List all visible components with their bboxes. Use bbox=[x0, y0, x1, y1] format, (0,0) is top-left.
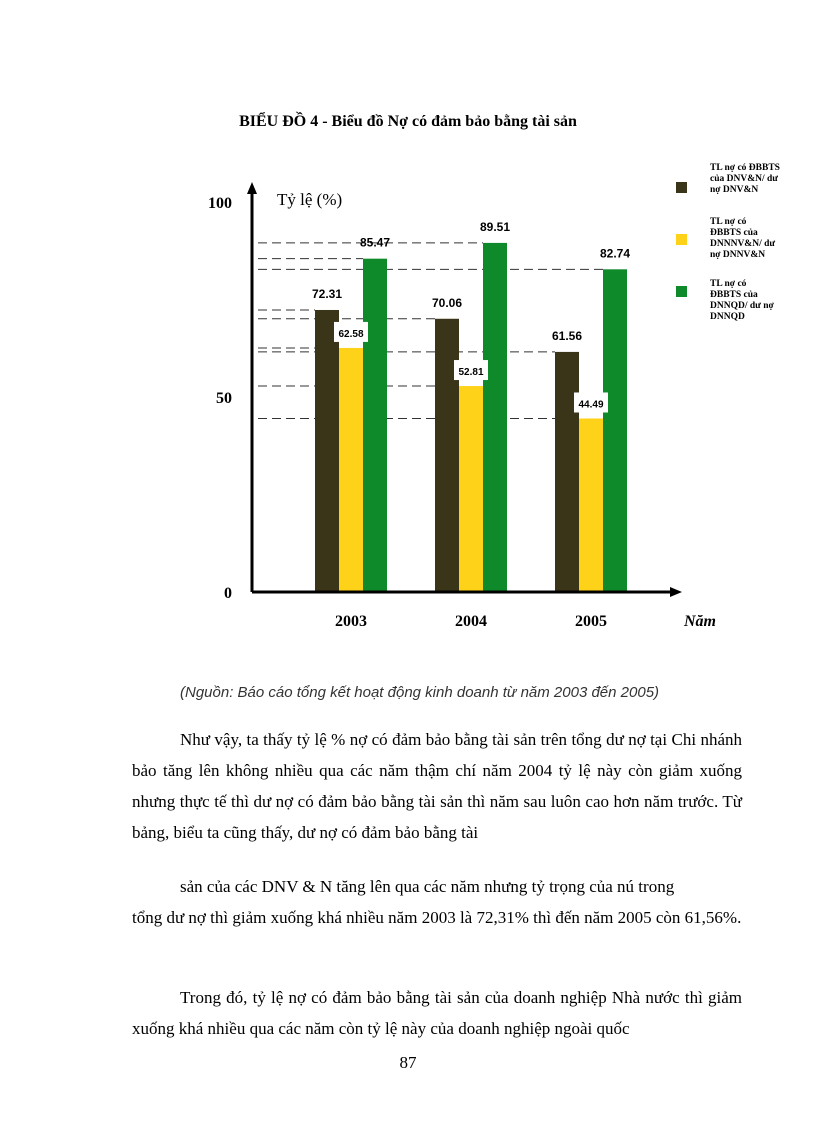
y-tick-label: 0 bbox=[224, 585, 232, 602]
y-tick-label: 50 bbox=[216, 390, 232, 407]
x-tick-label: 2004 bbox=[455, 613, 487, 630]
data-label: 89.51 bbox=[479, 219, 511, 234]
bar-2003-series-3 bbox=[363, 259, 387, 592]
paragraph-1-continued-rest: tổng dư nợ thì giảm xuống khá nhiều năm 2003 là 72,31% thì đến năm 2005 còn 61,56%. bbox=[132, 908, 742, 927]
data-label: 52.81 bbox=[458, 367, 484, 379]
legend-swatch bbox=[676, 234, 687, 245]
legend-swatch bbox=[676, 182, 687, 193]
bar-2004-series-3 bbox=[483, 243, 507, 592]
y-axis-label: Tỷ lệ (%) bbox=[277, 190, 343, 209]
bar-2005-series-3 bbox=[603, 269, 627, 592]
data-label: 44.49 bbox=[578, 399, 604, 411]
data-label: 85.47 bbox=[359, 235, 391, 250]
data-label: 82.74 bbox=[599, 246, 631, 261]
legend-swatch bbox=[676, 286, 687, 297]
paragraph-1-continued-first-line: sản của các DNV & N tăng lên qua các năm nhưng tỷ trọng của nú trong bbox=[180, 877, 675, 896]
data-label: 62.58 bbox=[338, 328, 364, 340]
paragraph-1: Như vậy, ta thấy tỷ lệ % nợ có đảm bảo bằng tài sản trên tổng dư nợ tại Chi nhánh bảo tăng lên không nhiều qua các năm thậm chí năm 2004 tỷ lệ này còn giảm xuống nhưng thực tế thì dư nợ có đảm bảo bằng tài sản thì năm sau luôn cao hơn năm trước. Từ bảng, biểu ta cũng thấy, dư nợ có đảm bảo bằng tài bbox=[132, 730, 742, 842]
chart-title: BIỂU ĐỒ 4 - Biểu đồ Nợ có đảm bảo bằng tài sản bbox=[239, 113, 577, 130]
bar-2003-series-2 bbox=[339, 348, 363, 592]
paragraph-2: Trong đó, tỷ lệ nợ có đảm bảo bằng tài sản của doanh nghiệp Nhà nước thì giảm xuống khá nhiều qua các năm còn tỷ lệ này của doanh nghiệp ngoài quốc bbox=[132, 988, 742, 1038]
y-axis-arrow bbox=[247, 182, 257, 194]
legend-label: TL nợ có ĐBBTS của DNNQD/ dư nợ DNNQD bbox=[710, 279, 774, 322]
source-note: (Nguồn: Báo cáo tổng kết hoạt động kinh doanh từ năm 2003 đến 2005) bbox=[180, 684, 660, 701]
bar-2003-series-1 bbox=[315, 310, 339, 592]
legend-label: TL nợ có ĐBBTS của DNNNV&N/ dư nợ DNNV&N bbox=[710, 217, 776, 260]
x-tick-label: 2005 bbox=[575, 613, 607, 630]
x-axis-label: Năm bbox=[684, 613, 716, 630]
paragraph-1-continued bbox=[132, 871, 742, 933]
y-tick-label: 100 bbox=[208, 195, 232, 212]
bar-2004-series-1 bbox=[435, 319, 459, 592]
page-number: 87 bbox=[399, 1053, 417, 1072]
x-tick-label: 2003 bbox=[335, 613, 367, 630]
data-label: 70.06 bbox=[431, 295, 463, 310]
data-label: 61.56 bbox=[551, 328, 583, 343]
bar-2005-series-1 bbox=[555, 352, 579, 592]
bar-2005-series-2 bbox=[579, 418, 603, 592]
x-axis-arrow bbox=[670, 587, 682, 597]
legend-label: TL nợ có ĐBBTS của DNV&N/ dư nợ DNV&N bbox=[710, 163, 780, 195]
data-label: 72.31 bbox=[311, 286, 343, 301]
bar-2004-series-2 bbox=[459, 386, 483, 592]
